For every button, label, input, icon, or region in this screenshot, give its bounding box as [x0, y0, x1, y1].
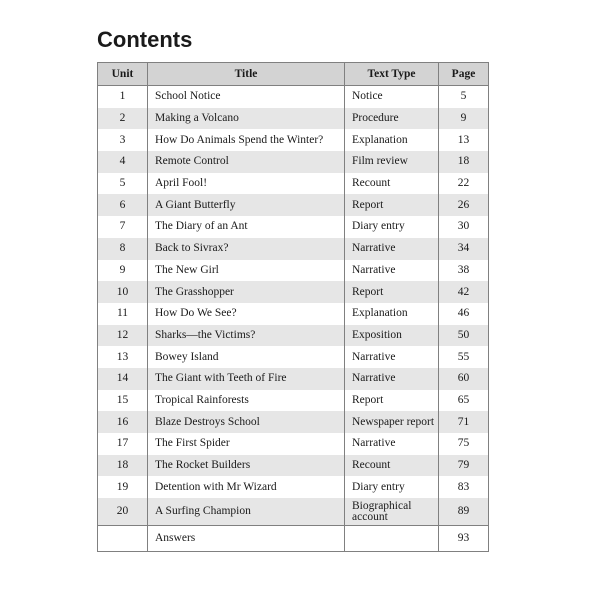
page-cell: 79	[439, 455, 489, 477]
page-cell: 93	[439, 526, 489, 552]
title-cell: Answers	[148, 526, 345, 552]
page-cell: 83	[439, 476, 489, 498]
text-type-cell	[345, 526, 439, 552]
page-cell: 75	[439, 433, 489, 455]
unit-cell: 19	[98, 476, 148, 498]
table-row	[98, 346, 489, 368]
text-type-cell: Exposition	[345, 325, 439, 347]
unit-cell: 14	[98, 368, 148, 390]
title-cell: April Fool!	[148, 173, 345, 195]
table-row	[98, 368, 489, 390]
title-cell: School Notice	[148, 86, 345, 108]
page-cell: 60	[439, 368, 489, 390]
text-type-cell: Report	[345, 194, 439, 216]
unit-cell: 11	[98, 303, 148, 325]
title-cell: Detention with Mr Wizard	[148, 476, 345, 498]
unit-cell: 1	[98, 86, 148, 108]
page-cell: 55	[439, 346, 489, 368]
text-type-cell: Recount	[345, 455, 439, 477]
table-row	[98, 325, 489, 347]
text-type-cell: Narrative	[345, 368, 439, 390]
text-type-cell: Report	[345, 390, 439, 412]
title-cell: Blaze Destroys School	[148, 411, 345, 433]
table-row	[98, 433, 489, 455]
text-type-cell: Notice	[345, 86, 439, 108]
title-cell: A Giant Butterfly	[148, 194, 345, 216]
table-row	[98, 238, 489, 260]
table-row	[98, 411, 489, 433]
answers-row	[98, 526, 489, 552]
title-cell: The Grasshopper	[148, 281, 345, 303]
text-type-cell: Recount	[345, 173, 439, 195]
text-type-cell: Newspaper report	[345, 411, 439, 433]
page-cell: 13	[439, 129, 489, 151]
table-row	[98, 281, 489, 303]
title-cell: The First Spider	[148, 433, 345, 455]
text-type-cell: Report	[345, 281, 439, 303]
page-cell: 50	[439, 325, 489, 347]
header-row	[98, 63, 489, 86]
table-row	[98, 216, 489, 238]
table-row	[98, 194, 489, 216]
unit-cell: 16	[98, 411, 148, 433]
title-cell: How Do We See?	[148, 303, 345, 325]
unit-cell: 17	[98, 433, 148, 455]
unit-cell: 6	[98, 194, 148, 216]
title-cell: Sharks—the Victims?	[148, 325, 345, 347]
unit-cell: 8	[98, 238, 148, 260]
page-cell: 65	[439, 390, 489, 412]
text-type-cell: Narrative	[345, 260, 439, 282]
text-type-cell: Explanation	[345, 303, 439, 325]
table-row	[98, 390, 489, 412]
table-row	[98, 476, 489, 498]
unit-cell: 3	[98, 129, 148, 151]
page-cell: 38	[439, 260, 489, 282]
page-cell: 42	[439, 281, 489, 303]
page-cell: 26	[439, 194, 489, 216]
page-cell: 9	[439, 108, 489, 130]
text-type-cell: Narrative	[345, 346, 439, 368]
page-cell: 71	[439, 411, 489, 433]
unit-cell: 12	[98, 325, 148, 347]
text-type-cell: Biographical account	[345, 498, 439, 526]
unit-cell: 4	[98, 151, 148, 173]
column-header-page: Page	[439, 63, 489, 86]
unit-cell: 13	[98, 346, 148, 368]
table-row	[98, 129, 489, 151]
unit-cell: 7	[98, 216, 148, 238]
column-header-title: Title	[148, 63, 345, 86]
table-row	[98, 86, 489, 108]
text-type-cell: Procedure	[345, 108, 439, 130]
title-cell: Tropical Rainforests	[148, 390, 345, 412]
unit-cell: 10	[98, 281, 148, 303]
unit-cell	[98, 526, 148, 552]
title-cell: The New Girl	[148, 260, 345, 282]
page-cell: 89	[439, 498, 489, 526]
page-cell: 22	[439, 173, 489, 195]
title-cell: How Do Animals Spend the Winter?	[148, 129, 345, 151]
table-row	[98, 303, 489, 325]
title-cell: A Surfing Champion	[148, 498, 345, 526]
text-type-cell: Film review	[345, 151, 439, 173]
title-cell: Remote Control	[148, 151, 345, 173]
table-row	[98, 455, 489, 477]
text-type-cell: Narrative	[345, 433, 439, 455]
table-row	[98, 151, 489, 173]
table-row	[98, 173, 489, 195]
page-cell: 5	[439, 86, 489, 108]
table-row	[98, 260, 489, 282]
page-cell: 18	[439, 151, 489, 173]
unit-cell: 5	[98, 173, 148, 195]
table-row	[98, 108, 489, 130]
unit-cell: 15	[98, 390, 148, 412]
title-cell: Making a Volcano	[148, 108, 345, 130]
title-cell: Back to Sivrax?	[148, 238, 345, 260]
page-cell: 34	[439, 238, 489, 260]
column-header-unit: Unit	[98, 63, 148, 86]
unit-cell: 9	[98, 260, 148, 282]
title-cell: The Rocket Builders	[148, 455, 345, 477]
page-cell: 30	[439, 216, 489, 238]
title-cell: The Diary of an Ant	[148, 216, 345, 238]
unit-cell: 18	[98, 455, 148, 477]
text-type-cell: Diary entry	[345, 476, 439, 498]
unit-cell: 20	[98, 498, 148, 526]
text-type-cell: Narrative	[345, 238, 439, 260]
column-header-text-type: Text Type	[345, 63, 439, 86]
table-row	[98, 498, 489, 526]
page-title: Contents	[97, 27, 193, 52]
table-body	[98, 86, 489, 552]
text-type-cell: Diary entry	[345, 216, 439, 238]
text-type-cell: Explanation	[345, 129, 439, 151]
contents-table	[97, 62, 489, 552]
page-cell: 46	[439, 303, 489, 325]
title-cell: The Giant with Teeth of Fire	[148, 368, 345, 390]
title-cell: Bowey Island	[148, 346, 345, 368]
unit-cell: 2	[98, 108, 148, 130]
